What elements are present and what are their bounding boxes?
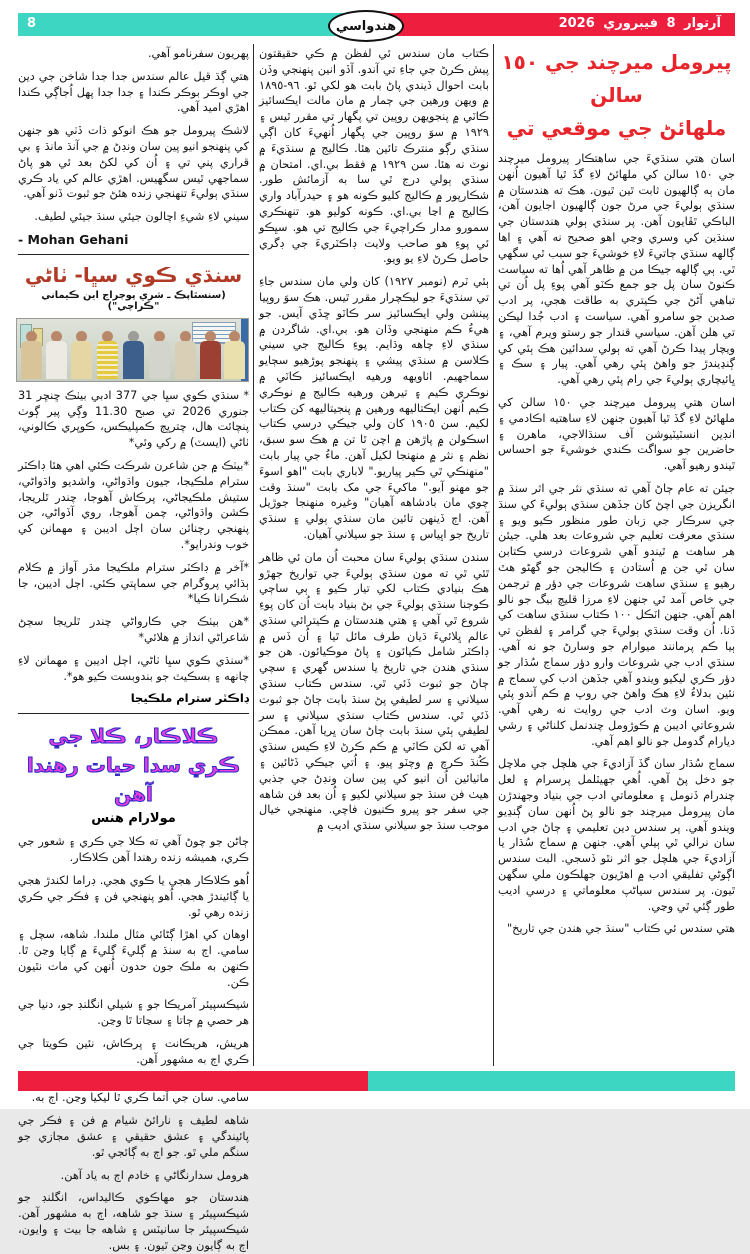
article-paragraph: هتي ڳڌ قيل عالم سندس جدا جدا شاخن جي دين جي اوڪر بوڪر ڪندا ۽ جدا جدا پهل اُجاڳي ڪندا اهڙي اميد آهي. [18, 69, 249, 115]
column-left [18, 46, 249, 1252]
article-paragraph: ڄاڻن جو چوڻ آهي ته ڪلا جي ڪري ۽ شعور جي ڪري، هميشه زنده رهندا آهن ڪلاڪار. [18, 835, 249, 865]
photo-person [95, 331, 119, 381]
article-paragraph: شاهه لطيف ۽ نارائڻ شيام ۾ فن ۽ فڪر جي پائيندگي ۽ عشق حقيقي ۽ عشق مجازي جو سنگم ملي ٿو. جو اڄ به ڳائجي ٿو. [18, 1114, 249, 1159]
masthead-date: آرتوار 8 فيبروري 2026 [558, 16, 721, 31]
main-headline-line2: ملهائڻ جي موقعي تي [506, 116, 727, 140]
article-paragraph: اُهو ڪلاڪار هجي يا ڪوي هجي. ڊراما لکندڙ هجي يا ڳائيندڙ هجي. اُهو پنهنجي فن ۽ فڪر جي ڪري زنده رهي ٿو. [18, 873, 249, 919]
article-paragraph: اوهان کي اهڙا ڳڻائي مثال ملندا. شاهه، سچل ۽ سامي. اڄ به سنڌ ۾ ڳليءَ ڳليءَ ۾ ڳايا وڃن ٿا. ڪنهن به ملڪ جون حدون اُنهن کي مات نٿيون ڪن. [18, 928, 249, 989]
sabha-headline: سنڌي ڪوي سڀا- ٺاڻي [24, 262, 243, 287]
main-headline [498, 46, 735, 145]
photo-person [19, 331, 43, 381]
sabha-subtitle: (سنسٿاپڪ ـ شري پوڄراج اين ڪيماني "ڪراچي") [41, 289, 226, 312]
photo-person [44, 331, 68, 381]
column-middle [259, 46, 489, 1066]
article-paragraph: سامي. سان جي آتما ڪري ٿا ليکيا وڃن. اڄ به. [31, 1091, 249, 1105]
article-paragraph: شيڪسپيئر آمريڪا جو ۽ شيلي انگلنڊ جو، دنيا جي هر حصي ۾ ڄاتا ۽ سڃاتا ٿا وڃن. [18, 998, 249, 1028]
article-paragraph: * سنڌي ڪوي سڀا جي 377 ادبي بيٺڪ ڇنڇر 31 جنوري 2026 تي صبح 11.30 وڳي پير ڳوٺ پنچائت هال، چترڀڄ ڪمپليڪس، ڪوپري ڪالوني، ٺاڻي (ايسٽ) ۾ رکي وئي* [18, 388, 249, 450]
article-paragraph: لاشڪ پيرومل جو هڪ انوکو ذات ڏٺي هو جنهن کي پنهنجو انيو پين سان ونڊڻ ۾ جي آنڌ مانڌ ۽ بي قراري پني تي ۽ اُن کي لکڻ بعد ئي هو پاڻ سماجهي ٿيس سگهيس. اهڙي عالم کي ياد ڪري سنڌي ٻوليءَ تنهنجي زنده هئڻ جو ثبوت ڏنو آهي. [18, 124, 249, 201]
main-headline-line1: پيرومل ميرچند جي ١٥٠ سالن [501, 50, 732, 107]
author-byline: ڊاڪٽر سترام ملڪيجا [130, 691, 249, 706]
article-paragraph: *بيٺڪ ۾ جن شاعرن شرڪت ڪئي اهي هئا ڊاڪٽر سترام ملڪيجا، جيون واڌواڻي، واشديو واڌواڻي، ستيش ملڪيجاڻي، پرڪاش آهوجا، چندر ٿلريجا، ڪشن واڌواڻي، چمن آهوجا، روي آڏواڻي، جن پنهنجي رچنائن سان اڄل اديبن ۽ مهمانن کي خوب وندرايو*. [18, 458, 249, 551]
bottom-bar-teal [368, 1071, 735, 1091]
article-paragraph: *هن بيٺڪ جي ڪارواڻي چندر ٿلريجا سڄڻ شاعراڻي انداز ۾ هلائي* [18, 615, 249, 644]
article-paragraph: ڪتاب مان سندس ئي لفظن ۾ ڪي حقيقتون پيش ڪرڻ جي جاءِ تي آندو. آڏو انين پنهنجي وڏن بابت احوال ڏيندي پاڻ بابت هو لکي ٿو. ٩٦-١٨٩٥ ۾ ويهن ورهين جي ڄمار ۾ مان مالت ايڪسائيز ڪاٽي ۾ پنجويهن روپين تي پگهار تي مقرر ٿيس ۽ ١٩٢٩ ۾ سوَ روپين جي پگهار اُنهيءَ کان اڳي سنڌي رڳو منترڪ تائين هئا. ڪاليج ۾ سنڌيءَ ۾ نوٽ نه هئا. سن ١٩٢٩ ۾ فقط بي.اي. امتحان ۾ سنڌي ٻولي درج ٿي سا به آزمائش طور. شڪارپور ۾ ڪاليج کليو ڪونه هو ۽ حيدرآباد واري ڪاليج ۾ اڃا بي.اي. ڪونه کوليو هو. تنهنڪري سمورو مدار ڪراچيءَ جي ڪاليج تي هو. سڀڪو ئي پوءِ هو صاحب ولايت ڊاڪٽريءَ جي ڊگري حاصل ڪرڻ لاءِ يو ويو. [259, 47, 489, 266]
article-paragraph: سماج سُڌار سان گڏ آزاديءَ جي هلچل جي ملاچل جو دخل پڻ آهي. اُهي جهيٽلمل پرسرام ۽ لعل چندرام ڏنومل ۽ معلوماتي ادب جي بنياد وجهندڙن مان پيرومل ميرچند جو نالو پڻ اُنهن سان ڳنڍيو ويندو آهي. پر سندس دين تعليمي ۽ ڄاڻ جي ادب سان نرالي ٿي ٻيلي آهي. جنهن ۾ سماج سُڌار يا آزاديءَ جي هلچل جو اثر نٿو ڏسجي. البت سندس اڳوڻي تفليقي ادب ۾ اهڙيون جهلڪون ملي سگهن ٿيون. پر سندس سياڻپ معلوماتي ۽ درسي اديب طور ڳئي ٿي وڃي. [498, 757, 735, 913]
group-photo [16, 318, 249, 382]
page-number: 8 [27, 16, 37, 31]
kalakar-headline [18, 722, 249, 809]
author-byline: مولارام هنس [91, 811, 176, 827]
article-paragraph: سندن سنڌي ٻوليءَ سان محبت اُن مان ئي ظاهر ٿئي ٿي ته مون سنڌي ٻوليءَ جي تواريخ جهڙو هڪ بنيادي ڪتاب لکي تيار ڪيو ۽ ٻي ساڄي ڪوجنا سنڌي ٻوليءَ جي بڻ بنياد بابت اُن کان پوءِ شروع ٿي آهي ۽ هتي هندستان ۾ ڪيترائي سنڌي عالم ڀلائيءَ ڌيان طرف مائل ٿيا ۽ اُن ڏس ۾ ڊاڪٽر شامل ڪيائون ۽ پاڻ موڪيائون. هن جو سنڌي هندن جي تاريخ يا سندس گهري ۽ سچي ڄاڻ جو ثبوت ڏئي ٿي. سندس ڪتاب سنڌي سيلاني ۽ سر لطيفي پڻ سنڌ بابت ڄاڻ جو ثبوت ڏئي ٿي. سندس ڪتاب سنڌي سيلاني ۽ سر لطيفي ٻئي سنڌ بابت ڄاڻ سان ڀريا آهن. ممڪن آهي ته لکن ڪاٽي ۾ ڪم ڪرڻ لاءِ ڪيس سنڌي ڪُنڌ ڪرچ ۾ وچٽو پيو. ۽ اُتي جيڪي ڏڻائين ۽ ماٺيائين اُن انيو کي پين سان ونڊڻ جي جذبي هيٺ فن سنڌ جو سيلاني لکيو ۽ اُن بعد فن شاهه جي سفر جو پيرو ڪنيون فاچي. منهنجي خيال موجب سنڌ جو سيلاني سنڌي اديب ۾ [259, 550, 489, 833]
article-paragraph: *آخر ۾ ڊاڪٽر سترام ملڪيجا مڌر آواز ۾ ڪلام ٻڌائي پروگرام جي سماپتي ڪئي. اڄل اديبن، جا شڪرانا ڪيا* [18, 560, 249, 606]
newspaper-logo: هندواسي [328, 10, 404, 42]
article-paragraph: هتي سندس ئي ڪتاب "سنڌ جي هندن جي تاريخ" [506, 922, 735, 936]
article-paragraph: ٻئي ٽرم (نومبر ١٩٢٧) کان ولي مان سندس جاءِ تي سنڌيءَ جو ليڪچرار مقرر ٿيس. هڪ سوَ روپيا پينشن ولي ايڪسائيز سر ڪاٽو ڇڏي آيس. جو هيءُ ڪم منهنجي وڏان هو. بي.اي. شاگردن ۾ سنڌي لاءِ چاهه وڌايم. پوءِ ڪاليج جي سيني ڪلاسن ۾ سنڌي پيشي ۽ پنهنجو پوڙهيو سڄايو سماجهيم. اٺاويهه ورهيه ايڪسائيز ڪاٽي ۾ نوڪري ڪيم ۽ تيرهن ورهيه ڪاليج ۾ نوڪري ڪيم اُنهن ايڪتاليهه ورهين ۾ پنجيتاليهه کن ڪتاب لکيم. سن ١٩٠٥ کان ولي جيڪي درسي ڪتاب اسڪولن ۾ پاڙهن ۾ اچن ٿا تن ۾ هڪ سو سبق، نظم ۽ نثر ۾ منهنجا لکيل آهن. ماءُ جي پيار بابت "منهنڪي ٿي ڪير پياريو." لاباري بابت "اهو اسوءَ جو مهنو آيو." ماکيءَ جي مک بابت "سنڌ وقت چوي مان بادشاهه آهيان" وغيره منهنجا جوڙيل آهن. اڄ ڏينهن تائين مان سنڌي ٻولي ۽ سنڌي تاريخ جو اڀياس ۽ سنڌ جو سيلاني آهيان. [259, 275, 489, 541]
photo-person [121, 331, 145, 381]
article-paragraph: هرومل سدارنگاڻي ۽ خادم اڄ به ياد آهن. [60, 1168, 249, 1182]
article-paragraph: سيني لاءِ شيءِ اچالون جيئي سنڌ جيئي لطيف. [34, 210, 249, 224]
masthead [18, 13, 735, 36]
column-divider [493, 44, 494, 1066]
kalakar-headline-line1: ڪلاڪار، ڪلا جي [48, 724, 219, 749]
masthead-teal-bar [18, 13, 364, 36]
article-paragraph: *سنڌي ڪوي سڀا ٺاڻي، اڄل اديبن ۽ مهمانن لاءِ چانهه ۽ بسڪيٽ جو بندوبست ڪيو هو*. [18, 653, 249, 683]
photo-person [222, 331, 246, 381]
kalakar-headline-line2: ڪري سدا حيات رهندا آهن [26, 753, 241, 807]
column-right [498, 46, 735, 1066]
article-paragraph: اسان هتي پيرومل ميرچند جي ١٥٠ سالن کي ملهائڻ لاءِ گڏ ٿيا آهيون جنهن لاءِ ساهتيه اڪادمي ۽ انڊين انسٽيٽيوشن آف سنڌالاجي، ماهرن ۽ حاضرين جو سواگت ڪندي خوشيءَ جو احساس ٿيندو رهيو آهي. [498, 395, 735, 473]
bottom-bar [18, 1071, 735, 1091]
photo-person [173, 331, 197, 381]
article-paragraph: هريش، هريڪانت ۽ پرڪاش، نئين ڪويتا جي ڪري اڄ به مشهور آهن. [18, 1037, 249, 1066]
article-paragraph: هندستان جو مهاڪوي ڪاليداس، انگلنڊ جو شيڪسپيئر ۽ سنڌ جو شاهه، اڄ به مشهور آهن. شيڪسپيئر جا سانيٽس ۽ شاهه جا بيت ۽ وايون، اڄ به ڳايون وڃن ٿيون. ۽ بس. [18, 1191, 249, 1252]
article-kalakar [18, 713, 249, 1253]
article-paragraph: جيئن ته عام ڄاڻ آهي ته سنڌي نثر جي اثر سنڌ ۾ انگريزن جي اچڻ کان جڏهن سنڌي ٻوليءَ کي سنڌ جي سرڪار جي زبان طور منظور ڪيو ويو ۽ سنڌي معرفت تعليم جي شروعات بعد هلي. جيئن هر ساهت ۾ ٿيندو آهي شروعات درسي ڪتابن سان ٿي جن ۾ اُستادن ۽ ڪاليجن جو گهڻو هٿ رهيو ۽ سنڌي ساهت شروعات جي دؤر ۾ ترجمن جي خاص آمد ٿي جنهن لاءِ مرزا قليچ بيگ جو نالو اهم آهي. جنهن اٽڪل ١٠٠ ڪتاب سنڌي ساهت کي ڏنا. اُن وقت سنڌي ٻوليءَ جي گرامر ۽ لفظن تي ٻيا ڪم پرمانند ميوارام جو وسارڻ جو نه آهي. سنڌي ادب جي شروعات وارو دؤر سماج سُڌار جو دؤر ڪري ليکيو ويندو آهي جڏهن ادب کي سماج ۾ نئين بدلاءُ لاءِ هڪ واهڻ جي روپ ۾ ڪم آندو پئي ويو. اسان وٽ ادب جي روايت نه رهي آهي. شروعاتي اديبن ۾ ڪوڙومل چندنمل کلناڻي ۽ رشي ديارام گدومل جو نالو اهم آهي. [498, 481, 735, 748]
article-paragraph: پهريون سفرنامو آهي. [147, 47, 249, 60]
author-byline: - Mohan Gehani [18, 231, 129, 247]
article-sabha [18, 254, 249, 706]
column-divider [253, 44, 254, 1066]
bottom-bar-red [18, 1071, 368, 1091]
photo-person [198, 331, 222, 381]
photo-person [69, 331, 93, 381]
masthead-red-bar [364, 13, 735, 36]
article-paragraph: اسان هتي سنڌيءَ جي ساهتڪار پيرومل ميرچند جي ١٥٠ سالن کي ملهائڻ لاءِ گڏ ٿيا آهيون اُنهن مان ٻه ڳالهيون ثابت ٿين ٿيون. هڪ ته هندستان ۾ سنڌي ٻوليءَ جي مرڻ جون ڳالهيون اجايون آهن، الباڪي ٿڦايون آهن. پر سنڌي ٻولي هندستان جي سنڌين کي وسري وڃي اهو صحيح نه آهي ۽ اها ڳالهه سنڌي ڄاتيءَ لاءِ خوشيءَ جو سبب ٿي سگهي ٿي. ٻي ڳالهه جيڪا من ۾ ظاهر آهي اُها ته سياست ڪنوڻ سان پل جو جمع ڪٽو آهي پوءِ پل اُن تي تباهي آڻڻ جي ڪيتري به طاقت هجي، پر ادب صدين جو سامرو آهي. سياست ۽ ادب جُدا ليڪن تي هلن آهن. سياسي قندار جو رستو ويرم آهي، ۽ ويچار پيدا ڪرڻ آهي ته ٻولي سدائين هڪ ٻئي کي ڳنڍيندڙ جو واهڻ پئي رهي آهي. پيار ۽ سڪ ۽ ڀائيچاري ٻوليءَ جي رام پئي رهي آهي. [498, 152, 735, 387]
photo-person [147, 331, 171, 381]
